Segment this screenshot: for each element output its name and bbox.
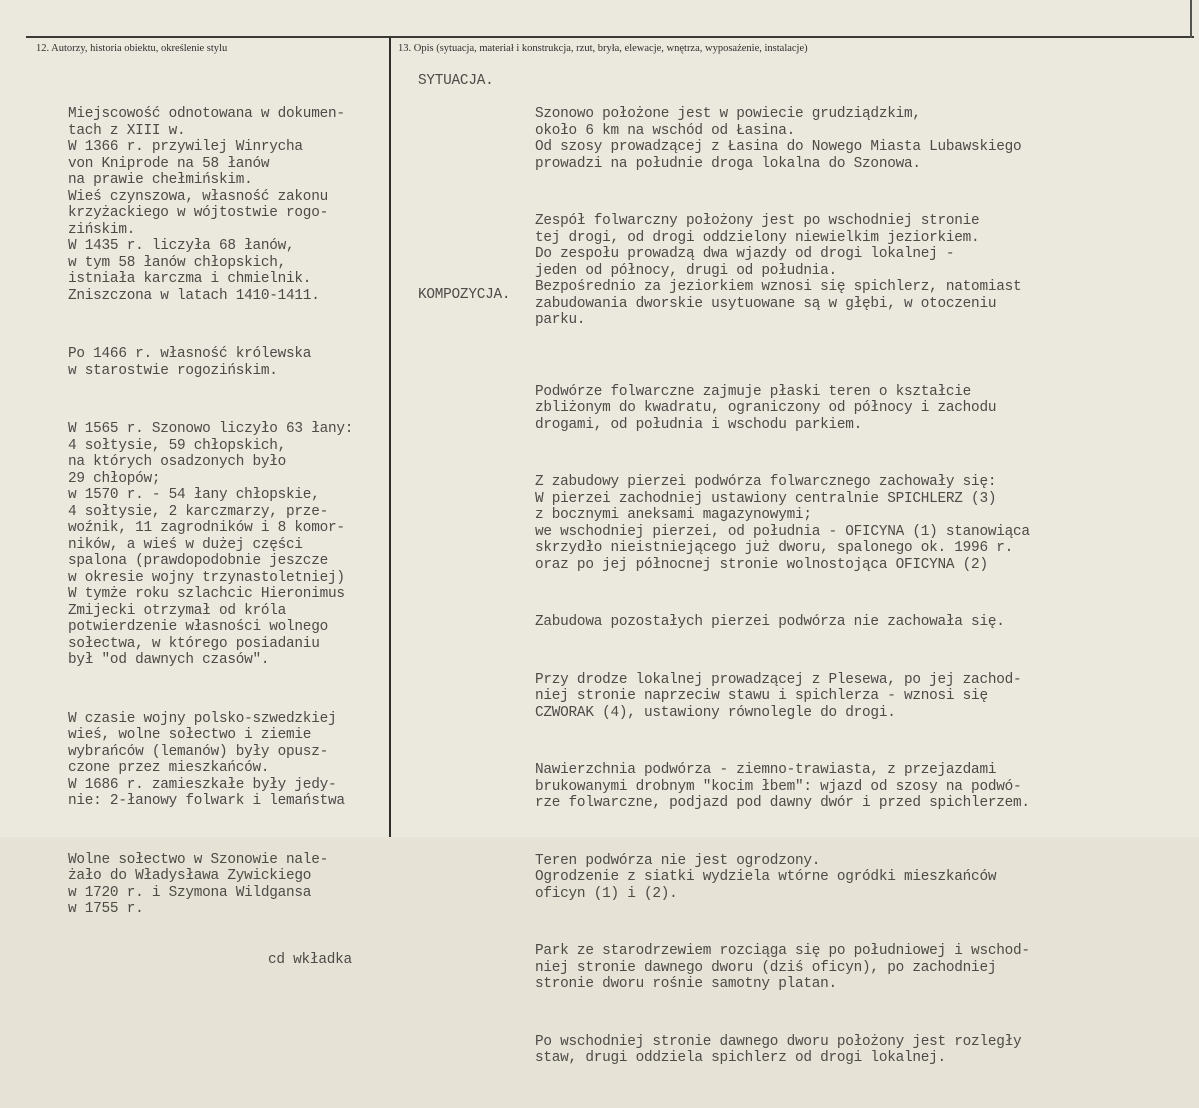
description-paragraph: Podwórze folwarczne zajmuje płaski teren o kształcie zbliżonym do kwadratu, ograniczony od północy i zachodu drogami, od południa i wschodu parkiem.	[535, 383, 997, 433]
description-paragraph: Szonowo położone jest w powiecie grudziądzkim, około 6 km na wschód od Łasina. Od szosy prowadzącej z Łasina do Nowego Miasta Lubawskiego prowadzi na południe droga lokalna do Szonowa.	[535, 106, 1022, 172]
description-paragraph: Teren podwórza nie jest ogrodzony. Ogrodzenie z siatki wydziela wtórne ogródki mieszkańców oficyn (1) i (2).	[535, 852, 997, 902]
composition-label: KOMPOZYCJA.	[418, 287, 511, 303]
continuation-note: cd wkładka	[268, 951, 352, 968]
description-paragraph: Park ze starodrzewiem rozciąga się po południowej i wschod- niej stronie dawnego dworu (dziś oficyn), po zachodniej stronie dworu rośnie samotny platan.	[535, 943, 1030, 992]
description-paragraph: Po wschodniej stronie dawnego dworu położony jest rozległy staw, drugi oddziela spichlerz od drogi lokalnej.	[535, 1033, 1022, 1066]
description-paragraph: Przy drodze lokalnej prowadzącej z Plesewa, po jej zachod- niej stronie naprzeciw stawu i spichlerza - wznosi się CZWORAK (4), ustawiony równolegle do drogi.	[535, 671, 1022, 721]
description-paragraph: Zespół folwarczny położony jest po wschodniej stronie tej drogi, od drogi oddzielony niewielkim jeziorkiem. Do zespołu prowadzą dwa wjazdy od drogi lokalnej - jeden od północy, drugi od południa. Bezpośrednio za jeziorkiem wznosi się spichlerz, natomiast zabudowania dworskie usytuowane są w głębi, w otoczeniu parku.	[535, 213, 1022, 328]
history-paragraph: Po 1466 r. własność królewska w starostwie rogozińskim.	[68, 346, 312, 379]
top-frame-line	[26, 36, 1194, 38]
description-paragraph: Z zabudowy pierzei podwórza folwarcznego zachowały się: W pierzei zachodniej ustawiony centralnie SPICHLERZ (3) z bocznymi aneksami magazynowymi; we wschodniej pierzei, od południa - OFICYNA (1) stanowiąca skrzydło nieistniejącego już dworu, spalonego ok. 1996 r. oraz po jej północnej stronie wolnostojąca OFICYNA (2)	[535, 474, 1030, 573]
left-section-header: 12. Autorzy, historia obiektu, określenie stylu	[36, 43, 228, 54]
description-paragraph: Zabudowa pozostałych pierzei podwórza nie zachowała się.	[535, 614, 1005, 630]
history-paragraph: W czasie wojny polsko-szwedzkiej wieś, wolne sołectwo i ziemie wybrańców (lemanów) były opusz- czone przez mieszkańców. W 1686 r. zamieszkałe były jedy- nie: 2-łanowy folwark i lemaństwa	[68, 710, 345, 809]
right-section-header: 13. Opis (sytuacja, materiał i konstrukcja, rzut, bryła, elewacje, wnętrza, wyposażenie, instalacje)	[398, 43, 808, 54]
situation-label: SYTUACJA.	[418, 73, 494, 89]
history-column	[68, 73, 413, 1001]
description-column	[535, 73, 1175, 1108]
history-paragraph: Wolne sołectwo w Szonowie nale- żało do Władysława Zywickiego w 1720 r. i Szymona Wildgansa w 1755 r.	[68, 851, 328, 917]
history-paragraph: Miejscowość odnotowana w dokumen- tach z XIII w. W 1366 r. przywilej Winrycha von Kniprode na 58 łanów na prawie chełmińskim. Wieś czynszowa, własność zakonu krzyżackiego w wójtostwie rogo- zińskim. W 1435 r. liczyła 68 łanów, w tym 58 łanów chłopskich, istniała karczma i chmielnik. Zniszczona w latach 1410-1411.	[68, 106, 345, 304]
description-paragraph: Nawierzchnia podwórza - ziemno-trawiasta, z przejazdami brukowanymi drobnym "kocim łbem": wjazd od szosy na podwó- rze folwarczne, podjazd pod dawny dwór i przed spichlerzem.	[535, 762, 1030, 811]
right-frame-line	[1190, 0, 1192, 38]
history-paragraph: W 1565 r. Szonowo liczyło 63 łany: 4 sołtysie, 59 chłopskich, na których osadzonych było 29 chłopów; w 1570 r. - 54 łany chłopskie, 4 sołtysie, 2 karczmarzy, prze- woźnik, 11 zagrodników i 8 komor- ników, a wieś w dużej części spalona (prawdopodobnie jeszcze w okresie wojny trzynastoletniej) W tymże roku szlachcic Hieronimus Zmijecki otrzymał od króla potwierdzenie własności wolnego sołectwa, w którego posiadaniu był "od dawnych czasów".	[68, 421, 354, 668]
